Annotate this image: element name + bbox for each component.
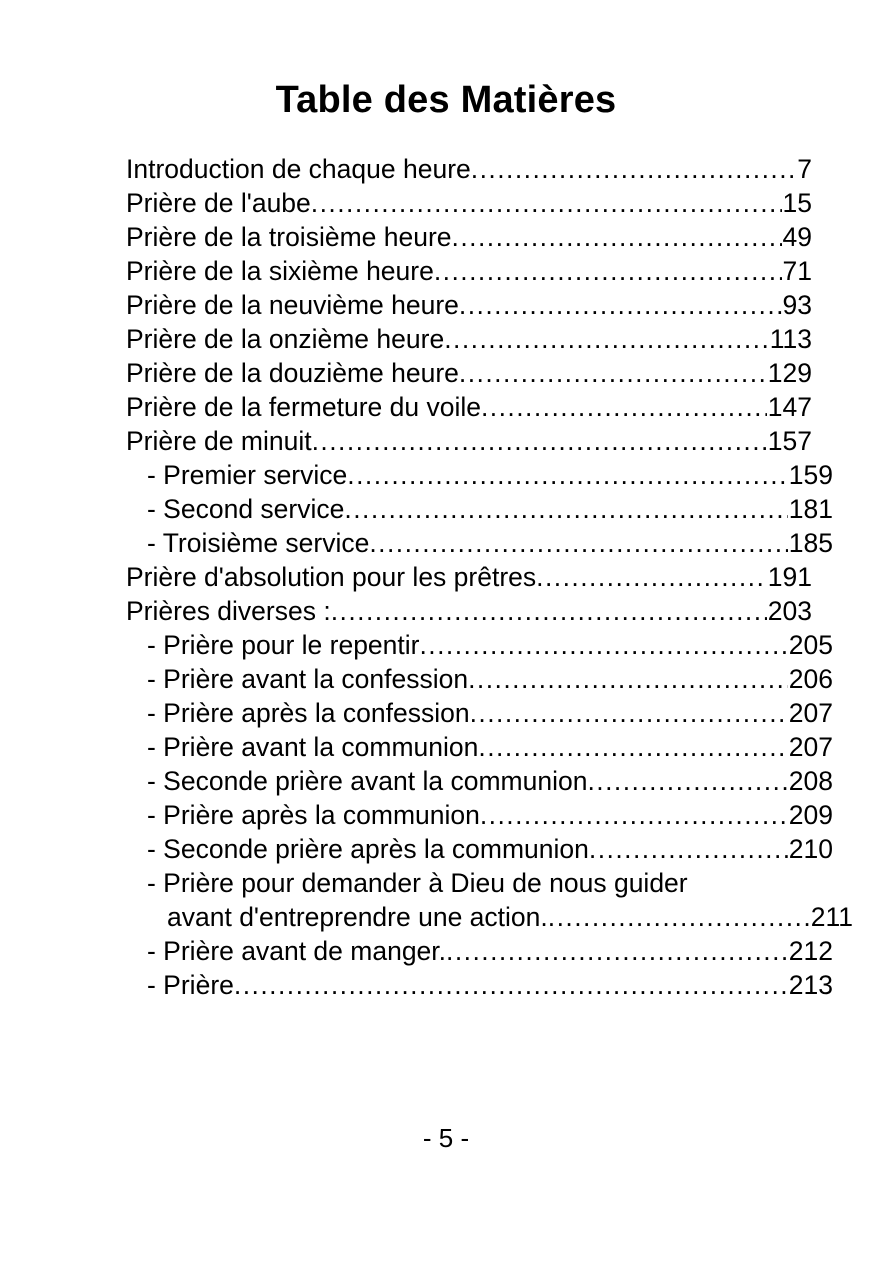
toc-leader-dots (419, 628, 787, 662)
toc-leader-dots (331, 594, 767, 628)
toc-leader-dots (587, 764, 787, 798)
toc-entry-page-number: 207 (788, 732, 833, 762)
toc-entry-label: - Prière après la communion (147, 800, 480, 830)
toc-entry-label: Prière de la sixième heure (126, 256, 434, 286)
toc-entry-label: - Second service (147, 494, 345, 524)
toc-entry[interactable] (126, 492, 833, 526)
toc-entry-page-number: 207 (788, 698, 833, 728)
toc-entry-page-number: 203 (767, 596, 812, 626)
toc-entry-label: - Prière pour demander à Dieu de nous guider (147, 868, 688, 898)
toc-entry-label: Prière d'absolution pour les prêtres (126, 562, 537, 592)
toc-leader-dots (471, 152, 796, 186)
toc-entry[interactable] (126, 662, 833, 696)
toc-leader-dots (480, 798, 788, 832)
toc-entry[interactable] (126, 220, 812, 254)
toc-entry[interactable] (126, 866, 853, 934)
toc-entry-label: - Prière avant la confession (147, 664, 469, 694)
toc-entry[interactable] (126, 628, 833, 662)
page-footer-number: - 5 - (422, 1123, 470, 1153)
toc-entry[interactable] (126, 424, 812, 458)
toc-entry[interactable] (126, 288, 812, 322)
toc-entry-label: Prière de la troisième heure (126, 222, 452, 252)
toc-entry-page-number: 159 (788, 460, 833, 490)
toc-entry-page-number: 181 (788, 494, 833, 524)
toc-leader-dots (481, 390, 767, 424)
toc-entry-label: Prière de l'aube (126, 188, 311, 218)
toc-leader-dots (344, 492, 787, 526)
toc-leader-dots (444, 322, 769, 356)
toc-entry[interactable] (126, 594, 812, 628)
toc-leader-dots (347, 458, 788, 492)
toc-entry-page-number: 7 (797, 154, 812, 184)
toc-leader-dots (452, 220, 782, 254)
toc-entry-label: - Prière après la confession (147, 698, 470, 728)
toc-leader-dots (446, 934, 788, 968)
toc-entry-label: Prières diverses : (126, 596, 331, 626)
toc-leader-dots (369, 526, 787, 560)
toc-entry-page-number: 209 (788, 800, 833, 830)
toc-entry[interactable] (126, 356, 812, 390)
toc-entry-label: - Prière pour le repentir (147, 630, 420, 660)
toc-entry-page-number: 185 (788, 528, 833, 558)
toc-entry-label: Prière de la onzième heure (126, 324, 445, 354)
toc-entry-page-number: 15 (782, 188, 812, 218)
toc-entry-label: - Prière avant la communion (147, 732, 479, 762)
toc-entry[interactable] (126, 526, 833, 560)
toc-entry[interactable] (126, 560, 812, 594)
toc-leader-dots (459, 356, 767, 390)
page-title: Table des Matières (275, 79, 617, 121)
toc-entry[interactable] (126, 458, 833, 492)
toc-entry-page-number: 71 (782, 256, 812, 286)
toc-entry[interactable] (126, 968, 833, 1002)
toc-entry[interactable] (126, 832, 833, 866)
toc-entry-label: - Seconde prière après la communion (147, 834, 589, 864)
toc-entry-label: - Prière (147, 970, 234, 1000)
toc-leader-dots (311, 186, 782, 220)
toc-entry-page-number: 191 (767, 562, 812, 592)
table-of-contents-list (126, 152, 853, 1002)
toc-entry-label: Prière de la fermeture du voile (126, 392, 481, 422)
toc-entry-page-number: 206 (788, 664, 833, 694)
toc-leader-dots (234, 968, 788, 1002)
toc-entry[interactable] (126, 390, 812, 424)
toc-leader-dots (434, 254, 782, 288)
toc-entry-page-number: 147 (767, 392, 812, 422)
toc-entry-page-number: 157 (767, 426, 812, 456)
toc-entry-label-continued: avant d'entreprendre une action. (167, 902, 548, 932)
toc-entry-page-number: 213 (788, 970, 833, 1000)
toc-entry-label: Prière de la neuvième heure (126, 290, 459, 320)
toc-entry[interactable] (126, 152, 812, 186)
toc-entry-label: Introduction de chaque heure (126, 154, 471, 184)
toc-leader-dots (312, 424, 767, 458)
toc-entry[interactable] (126, 764, 833, 798)
toc-entry[interactable] (126, 186, 812, 220)
toc-entry-page-number: 113 (769, 324, 812, 354)
toc-entry[interactable] (126, 798, 833, 832)
toc-entry-label: Prière de la douzième heure (126, 358, 459, 388)
toc-entry-label: - Seconde prière avant la communion (147, 766, 588, 796)
toc-entry-page-number: 205 (788, 630, 833, 660)
toc-entry-page-number: 49 (782, 222, 812, 252)
toc-entry-label: - Prière avant de manger. (147, 936, 447, 966)
toc-entry-page-number: 212 (788, 936, 833, 966)
toc-leader-dots (548, 900, 810, 934)
toc-entry-label: - Premier service (147, 460, 348, 490)
toc-entry-page-number: 211 (810, 902, 853, 932)
toc-entry-page-number: 129 (767, 358, 812, 388)
toc-leader-dots (478, 730, 787, 764)
toc-leader-dots (536, 560, 767, 594)
toc-entry[interactable] (126, 934, 833, 968)
toc-leader-dots (589, 832, 788, 866)
toc-leader-dots (468, 662, 788, 696)
toc-leader-dots (459, 288, 782, 322)
toc-entry[interactable] (126, 254, 812, 288)
toc-entry-page-number: 208 (788, 766, 833, 796)
toc-entry-label: - Troisième service (147, 528, 370, 558)
toc-entry-label: Prière de minuit (126, 426, 312, 456)
toc-entry-page-number: 93 (782, 290, 812, 320)
toc-leader-dots (470, 696, 788, 730)
toc-entry[interactable] (126, 730, 833, 764)
toc-entry[interactable] (126, 322, 812, 356)
toc-entry[interactable] (126, 696, 833, 730)
toc-entry-page-number: 210 (788, 834, 833, 864)
